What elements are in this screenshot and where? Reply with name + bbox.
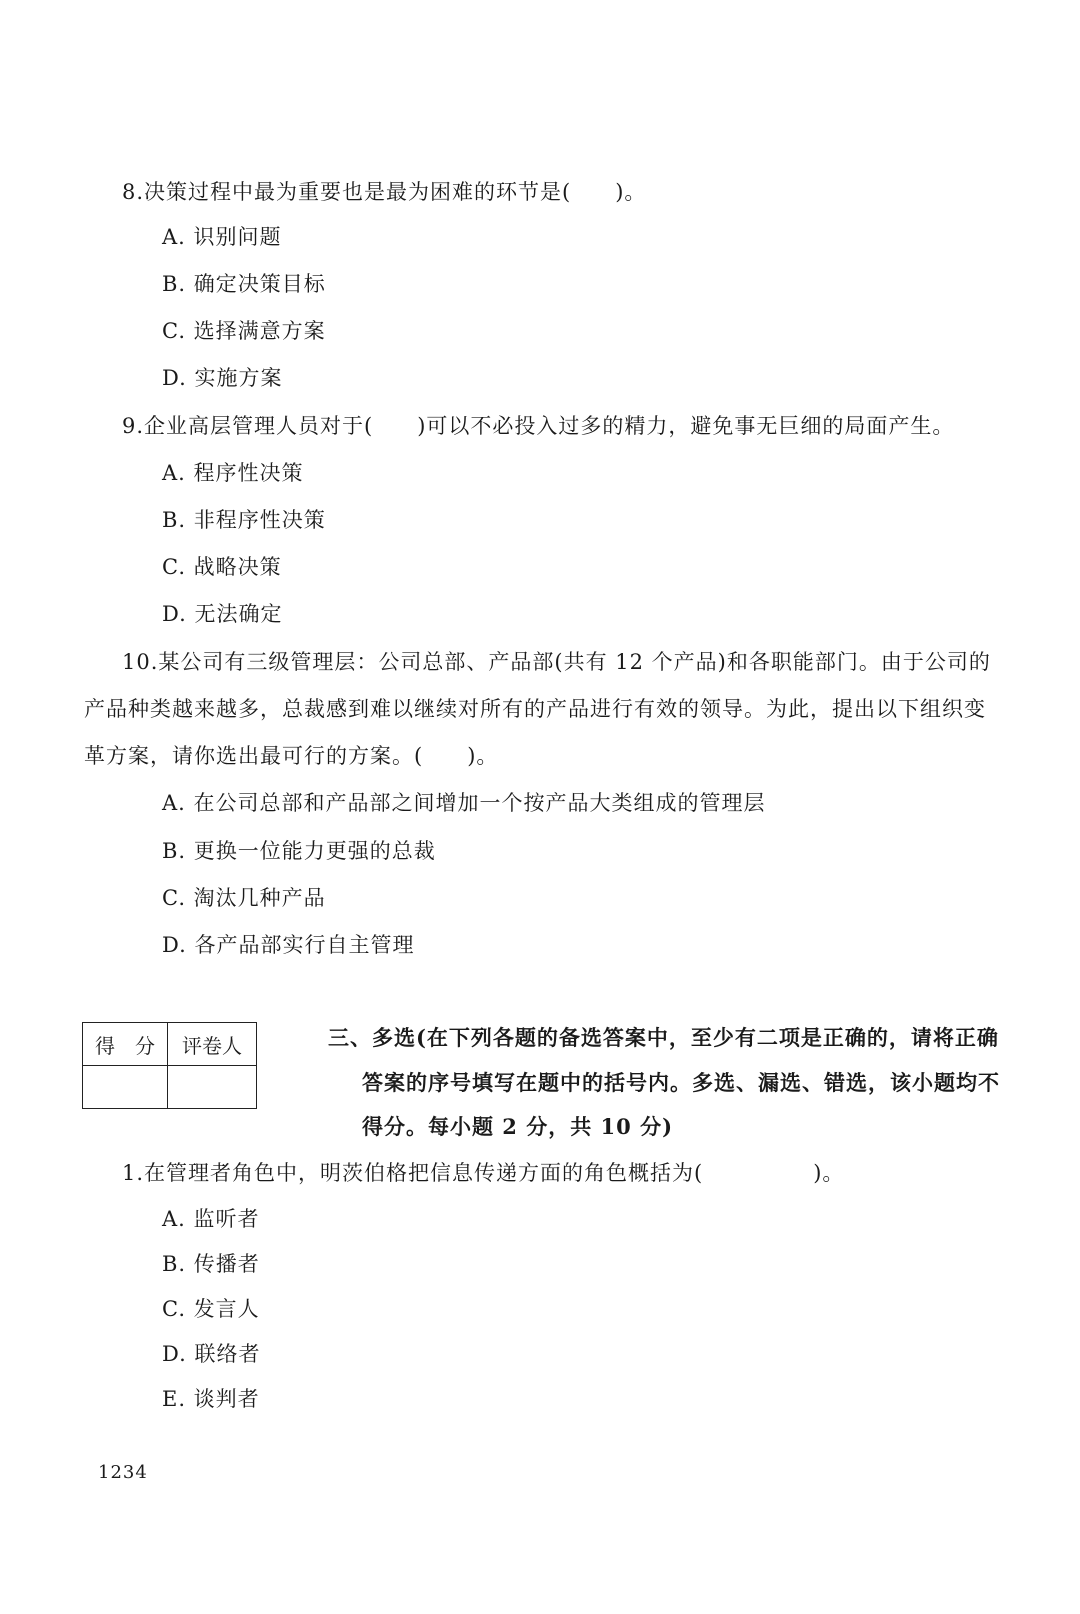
- question-9-option-d: D. 无法确定: [162, 602, 283, 626]
- score-table: [82, 1022, 257, 1109]
- page-number: 1234: [98, 1462, 148, 1483]
- question-9-option-a: A. 程序性决策: [162, 461, 304, 485]
- section-3-heading-line3: 得分。每小题 2 分，共 10 分): [362, 1114, 674, 1139]
- multi-question-1-option-b: B. 传播者: [162, 1252, 260, 1276]
- question-10-stem-line1: 10.某公司有三级管理层：公司总部、产品部(共有 12 个产品)和各职能部门。由于公司的: [122, 650, 991, 674]
- question-10-stem-line2: 产品种类越来越多，总裁感到难以继续对所有的产品进行有效的领导。为此，提出以下组织变: [84, 697, 986, 721]
- question-8-option-a: A. 识别问题: [162, 225, 282, 249]
- grader-header: 评卷人: [168, 1023, 257, 1066]
- grader-cell: [168, 1066, 257, 1109]
- multi-question-1-option-a: A. 监听者: [162, 1207, 260, 1231]
- multi-question-1-option-c: C. 发言人: [162, 1297, 260, 1321]
- question-8-stem: 8.决策过程中最为重要也是最为困难的环节是( )。: [122, 180, 647, 204]
- multi-question-1-option-d: D. 联络者: [162, 1342, 261, 1366]
- question-10-option-a: A. 在公司总部和产品部之间增加一个按产品大类组成的管理层: [162, 791, 766, 815]
- question-10-option-d: D. 各产品部实行自主管理: [162, 933, 415, 957]
- section-3-heading-line1: 三、多选(在下列各题的备选答案中，至少有二项是正确的，请将正确: [328, 1025, 999, 1050]
- question-10-option-c: C. 淘汰几种产品: [162, 886, 326, 910]
- score-header: 得 分: [83, 1023, 168, 1066]
- multi-question-1-stem: 1.在管理者角色中，明茨伯格把信息传递方面的角色概括为( )。: [122, 1161, 845, 1185]
- section-3-heading-line2: 答案的序号填写在题中的括号内。多选、漏选、错选，该小题均不: [362, 1070, 1000, 1095]
- question-10-option-b: B. 更换一位能力更强的总裁: [162, 839, 436, 863]
- question-10-stem-line3: 革方案，请你选出最可行的方案。( )。: [84, 744, 499, 768]
- question-8-option-d: D. 实施方案: [162, 366, 283, 390]
- question-8-option-c: C. 选择满意方案: [162, 319, 326, 343]
- question-9-option-b: B. 非程序性决策: [162, 508, 326, 532]
- question-8-option-b: B. 确定决策目标: [162, 272, 326, 296]
- score-cell: [83, 1066, 168, 1109]
- multi-question-1-option-e: E. 谈判者: [162, 1387, 260, 1411]
- question-9-stem: 9.企业高层管理人员对于( )可以不必投入过多的精力，避免事无巨细的局面产生。: [122, 414, 955, 438]
- question-9-option-c: C. 战略决策: [162, 555, 282, 579]
